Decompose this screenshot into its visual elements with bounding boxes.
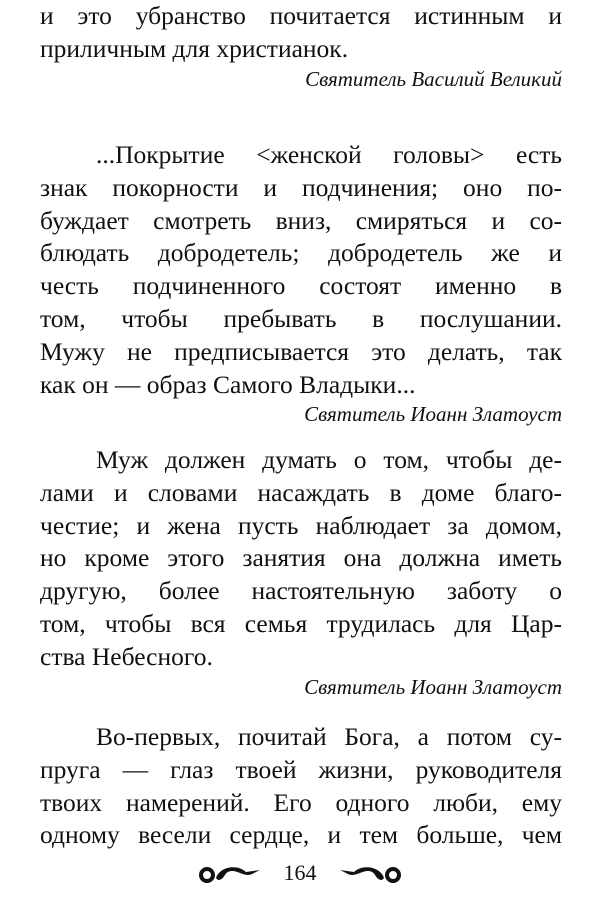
text-line: честие; и жена пусть наблюдает за домом, <box>40 510 562 540</box>
text-line: пруга — глаз твоей жизни, руководителя <box>40 754 562 784</box>
text-line: лами и словами насаждать в доме благо- <box>40 477 562 507</box>
page-number: 164 <box>283 859 317 885</box>
text-line: буждает смотреть вниз, смиряться и со- <box>40 205 562 235</box>
text-line: другую, более настоятельную заботу о <box>40 576 562 606</box>
scroll-ornament-right-icon <box>332 862 402 884</box>
text-line: но кроме этого занятия она должна иметь <box>40 543 562 573</box>
text-line: как он — образ Самого Владыки... <box>40 369 416 399</box>
scroll-ornament-left-icon <box>198 862 268 884</box>
text-line: блюдать добродетель; добродетель же и <box>40 238 562 268</box>
paragraph-3 <box>40 444 562 700</box>
attribution: Святитель Иоанн Златоуст <box>304 402 562 427</box>
text-line: том, чтобы вся семья трудилась для Цар- <box>40 608 562 638</box>
text-line: ства Небесного. <box>40 641 213 671</box>
text-line: ...Покрытие <женской головы> есть <box>96 140 562 169</box>
text-line: знак покорности и подчинения; оно по- <box>40 172 562 202</box>
attribution: Святитель Василий Великий <box>305 66 562 91</box>
text-line: Во-первых, почитай Бога, а потом су- <box>96 722 562 751</box>
text-line: том, чтобы пребывать в послушании. <box>40 303 562 333</box>
text-line: и это убранство почитается истинным и <box>40 1 562 30</box>
text-line: твоих намерений. Его одного люби, ему <box>40 787 562 817</box>
paragraph-2 <box>40 139 562 427</box>
text-line: одному весели сердце, и тем больше, чем <box>40 820 562 850</box>
text-line: приличным для христианок. <box>40 33 349 63</box>
text-line: Муж должен думать о том, чтобы де- <box>96 445 562 474</box>
text-line: Мужу не предписывается это делать, так <box>40 336 562 366</box>
page-footer <box>0 856 600 888</box>
paragraph-4 <box>40 721 562 852</box>
text-line: честь подчиненного состоят именно в <box>40 271 562 301</box>
paragraph-1 <box>40 0 562 92</box>
attribution: Святитель Иоанн Златоуст <box>304 674 562 699</box>
